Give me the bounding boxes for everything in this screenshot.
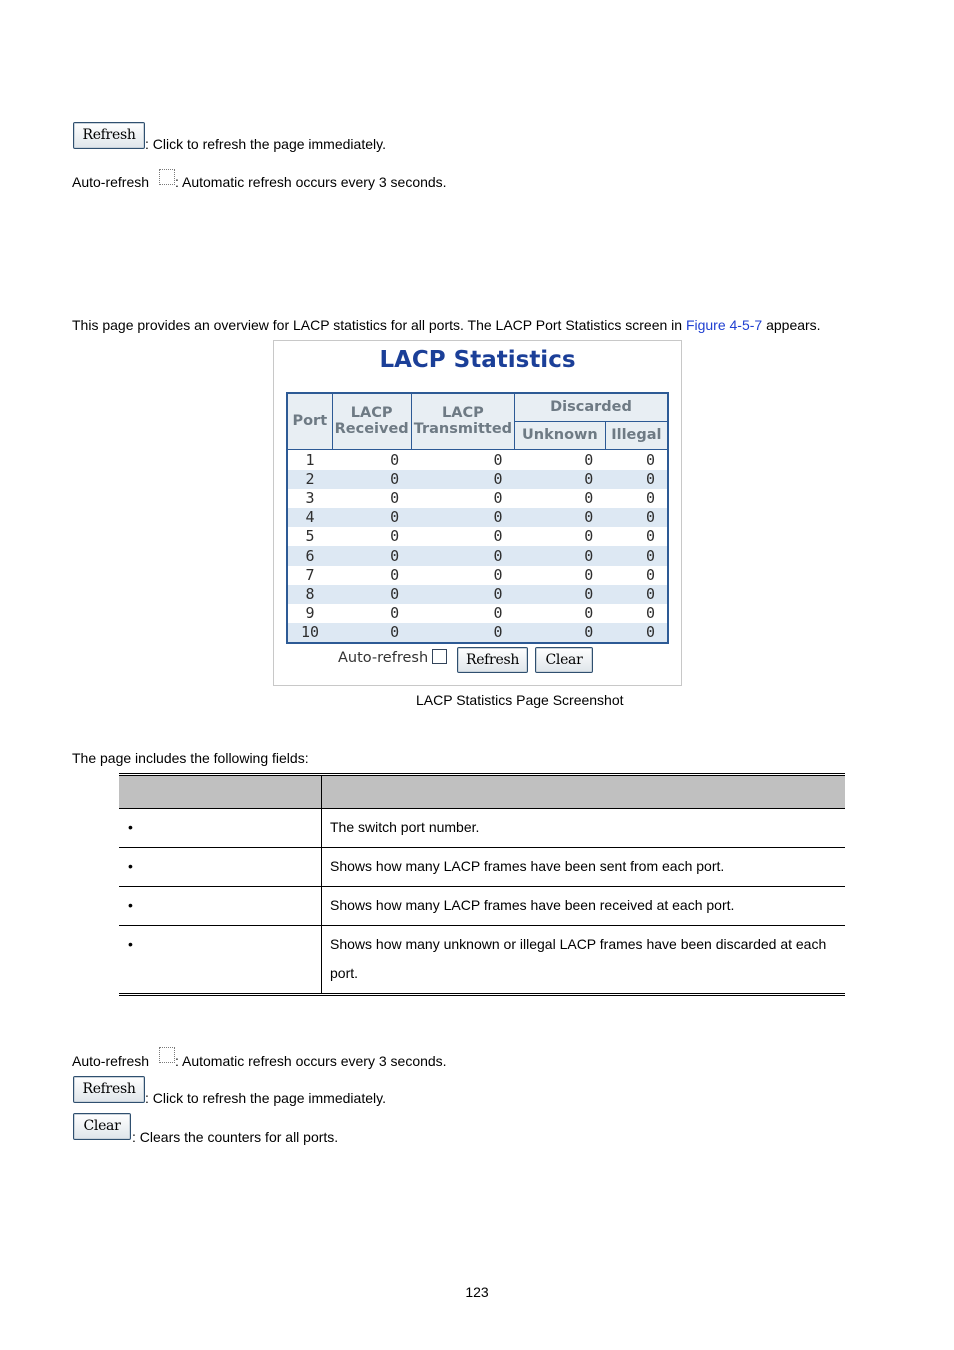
- lacp-statistics-table: [286, 392, 669, 644]
- stats-cell-received: 0: [390, 488, 400, 507]
- screenshot-refresh-button[interactable]: Refresh: [457, 647, 528, 673]
- stats-cell-illegal: 0: [645, 565, 655, 584]
- bottom-refresh-description: : Click to refresh the page immediately.: [145, 1090, 386, 1106]
- stats-cell-received: 0: [390, 604, 400, 623]
- fields-table: [119, 773, 845, 996]
- stats-cell-received: 0: [390, 565, 400, 584]
- stats-cell-unknown: 0: [584, 450, 594, 469]
- stats-cell-unknown: 0: [515, 623, 606, 643]
- stats-cell-port: 7: [305, 565, 315, 584]
- top-refresh-description: : Click to refresh the page immediately.: [145, 136, 386, 152]
- stats-cell-port: 5: [305, 527, 315, 546]
- stats-cell-illegal: 0: [605, 508, 668, 527]
- stats-cell-transmitted: 0: [411, 585, 514, 604]
- col-lacp-received: LACP Received: [332, 393, 411, 449]
- stats-row: [287, 470, 668, 489]
- intro-text-after: appears.: [762, 317, 821, 333]
- fields-row: [119, 809, 845, 848]
- stats-cell-port: 8: [287, 585, 332, 604]
- stats-cell-port: 2: [287, 470, 332, 489]
- page-number: 123: [465, 1284, 489, 1300]
- stats-cell-unknown: 0: [584, 565, 594, 584]
- screenshot-clear-button[interactable]: Clear: [535, 647, 593, 673]
- stats-cell-transmitted: 0: [411, 470, 514, 489]
- bottom-auto-refresh-description: : Automatic refresh occurs every 3 seconds.: [175, 1053, 447, 1069]
- stats-row: [287, 527, 668, 546]
- fields-header-description: [322, 775, 846, 809]
- col-illegal: Illegal: [605, 421, 668, 449]
- stats-cell-transmitted: 0: [493, 565, 503, 584]
- stats-cell-port: 1: [305, 450, 315, 469]
- stats-cell-port: 9: [305, 604, 315, 623]
- stats-cell-transmitted: 0: [493, 527, 503, 546]
- field-description: The switch port number.: [322, 809, 846, 848]
- col-unknown: Unknown: [515, 421, 606, 449]
- stats-row: [287, 623, 668, 643]
- stats-cell-unknown: 0: [584, 488, 594, 507]
- field-description: Shows how many unknown or illegal LACP frames have been discarded at each port.: [322, 926, 846, 995]
- stats-cell-transmitted: 0: [411, 546, 514, 565]
- top-auto-refresh-label: Auto-refresh: [72, 174, 150, 190]
- bottom-clear-button[interactable]: Clear: [73, 1113, 131, 1140]
- stats-cell-illegal: 0: [605, 546, 668, 565]
- stats-cell-unknown: 0: [515, 585, 606, 604]
- stats-cell-port: 4: [287, 508, 332, 527]
- bottom-auto-refresh-checkbox[interactable]: [159, 1047, 175, 1063]
- lacp-statistics-screenshot: [273, 340, 682, 686]
- field-description: Shows how many LACP frames have been sent from each port.: [322, 848, 846, 887]
- figure-link[interactable]: Figure 4-5-7: [685, 317, 763, 333]
- bottom-clear-description: : Clears the counters for all ports.: [132, 1129, 339, 1145]
- stats-row: [287, 489, 668, 508]
- field-bullet: •: [119, 809, 322, 848]
- stats-cell-illegal: 0: [645, 488, 655, 507]
- stats-row: [287, 449, 668, 470]
- stats-cell-received: 0: [332, 623, 411, 643]
- stats-cell-received: 0: [390, 527, 400, 546]
- col-port: Port: [287, 393, 332, 449]
- bottom-auto-refresh-label: Auto-refresh: [72, 1053, 150, 1069]
- stats-cell-illegal: 0: [645, 527, 655, 546]
- fields-intro: The page includes the following fields:: [72, 750, 309, 766]
- stats-cell-illegal: 0: [605, 623, 668, 643]
- field-bullet: •: [119, 887, 322, 926]
- screenshot-title: LACP Statistics: [379, 347, 576, 373]
- intro-paragraph: [72, 317, 821, 333]
- fields-row: [119, 848, 845, 887]
- stats-cell-unknown: 0: [584, 604, 594, 623]
- lacp-statistics-body: [287, 449, 668, 643]
- stats-cell-transmitted: 0: [411, 508, 514, 527]
- fields-header-object: [119, 775, 322, 809]
- stats-cell-received: 0: [332, 508, 411, 527]
- stats-cell-illegal: 0: [605, 470, 668, 489]
- screenshot-auto-refresh-checkbox[interactable]: [432, 649, 447, 664]
- field-description: Shows how many LACP frames have been received at each port.: [322, 887, 846, 926]
- stats-cell-illegal: 0: [605, 585, 668, 604]
- stats-cell-transmitted: 0: [493, 488, 503, 507]
- stats-cell-unknown: 0: [515, 470, 606, 489]
- fields-row: [119, 887, 845, 926]
- stats-cell-port: 10: [287, 623, 332, 643]
- stats-cell-port: 3: [305, 488, 315, 507]
- top-auto-refresh-checkbox[interactable]: [159, 169, 175, 185]
- stats-row: [287, 585, 668, 604]
- stats-cell-transmitted: 0: [493, 450, 503, 469]
- figure-caption: LACP Statistics Page Screenshot: [416, 692, 624, 708]
- stats-cell-unknown: 0: [584, 527, 594, 546]
- stats-cell-received: 0: [332, 585, 411, 604]
- col-discarded: Discarded: [515, 393, 668, 421]
- stats-cell-illegal: 0: [645, 604, 655, 623]
- stats-row: [287, 546, 668, 565]
- screenshot-auto-refresh-label: Auto-refresh: [338, 650, 429, 666]
- stats-row: [287, 508, 668, 527]
- fields-row: [119, 926, 845, 995]
- bottom-refresh-button[interactable]: Refresh: [73, 1076, 145, 1103]
- stats-cell-transmitted: 0: [411, 623, 514, 643]
- stats-row: [287, 604, 668, 623]
- stats-cell-received: 0: [332, 470, 411, 489]
- stats-cell-received: 0: [390, 450, 400, 469]
- stats-row: [287, 566, 668, 585]
- field-bullet: •: [119, 848, 322, 887]
- stats-cell-unknown: 0: [515, 546, 606, 565]
- col-lacp-transmitted: LACP Transmitted: [411, 393, 514, 449]
- top-refresh-button[interactable]: Refresh: [73, 122, 145, 149]
- stats-cell-illegal: 0: [645, 450, 655, 469]
- top-auto-refresh-description: : Automatic refresh occurs every 3 seconds.: [175, 174, 447, 190]
- stats-cell-port: 6: [287, 546, 332, 565]
- field-bullet: •: [119, 926, 322, 995]
- intro-text-before: This page provides an overview for LACP statistics for all ports. The LACP Port Statistics screen in: [72, 317, 686, 333]
- stats-cell-unknown: 0: [515, 508, 606, 527]
- stats-cell-received: 0: [332, 546, 411, 565]
- stats-cell-transmitted: 0: [493, 604, 503, 623]
